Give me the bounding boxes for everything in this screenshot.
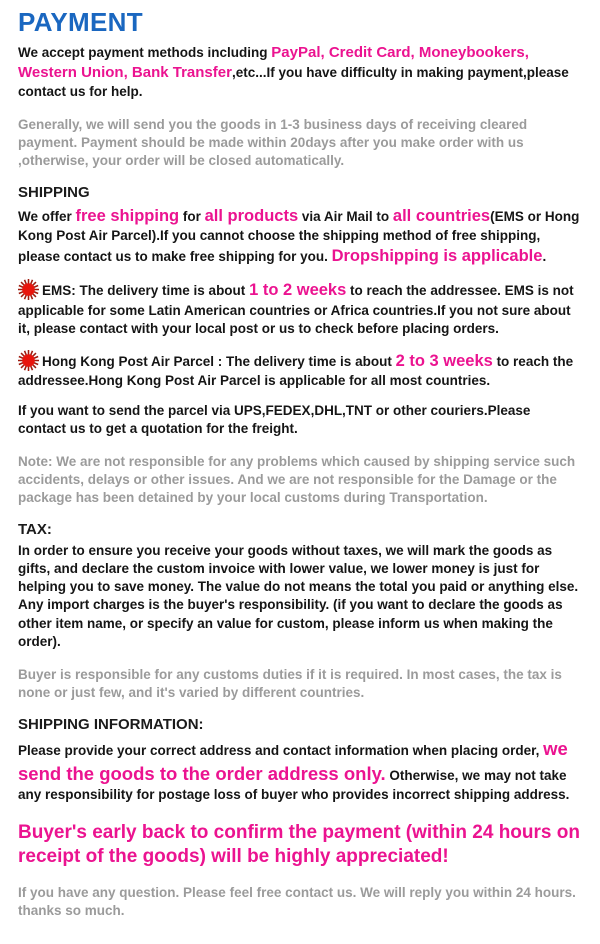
ems-text xyxy=(18,283,574,335)
starburst-icon xyxy=(18,350,39,371)
shipping-heading: SHIPPING xyxy=(18,184,90,202)
text-run: We offer xyxy=(18,209,76,225)
shipping-disclaimer-note: Note: We are not responsible for any problems which caused by shipping service such accidents, delays or other issues. And we are not responsible for the Damage or the package has been detained by your local customs during Transportation. xyxy=(18,454,576,506)
delivery-terms-note: Generally, we will send you the goods in 1-3 business days of receiving cleared payment. Payment should be made within 20days after you make order with us ,otherwise, your order will be closed automatically. xyxy=(18,116,528,169)
text-run: ,etc...If you have difficulty in making payment,please contact us for help. xyxy=(18,64,569,99)
hk-post-paragraph xyxy=(18,350,580,390)
text-run: free shipping xyxy=(75,207,180,226)
contact-note: If you have any question. Please feel free contact us. We will reply you within 24 hours. thanks so much. xyxy=(18,885,576,919)
ems-paragraph xyxy=(18,279,580,337)
shipping-info-heading: SHIPPING INFORMATION: xyxy=(18,715,204,733)
tax-heading: TAX: xyxy=(18,521,52,539)
hk-post-text xyxy=(18,351,574,388)
text-run: via Air Mail to xyxy=(298,209,393,225)
free-shipping-paragraph xyxy=(18,205,580,267)
payment-methods-paragraph xyxy=(18,43,580,101)
couriers-paragraph: If you want to send the parcel via UPS,FEDEX,DHL,TNT or other couriers.Please contact us to get a quotation for the freight. xyxy=(18,402,531,436)
text-run: Hong Kong Post Air Parcel : The delivery time is about xyxy=(42,353,396,369)
text-run: 1 to 2 weeks xyxy=(249,281,347,300)
text-run: We accept payment methods including xyxy=(18,44,272,60)
text-run: Dropshipping is applicable xyxy=(331,247,543,266)
feedback-request-paragraph: Buyer's early back to confirm the payment (within 24 hours on receipt of the goods) will be highly appreciated! xyxy=(18,821,580,867)
text-run: to reach the addressee. EMS is not applicable for some Latin American countries or Africa countries.If you not sure about it, please contact with your local post or us to check before placing orders. xyxy=(18,283,574,336)
payment-heading: PAYMENT xyxy=(18,7,143,37)
text-run: for xyxy=(179,209,205,225)
text-run: 2 to 3 weeks xyxy=(395,351,493,370)
text-run: all countries xyxy=(392,207,491,226)
text-run: all products xyxy=(204,207,299,226)
text-run: EMS: The delivery time is about xyxy=(42,283,250,299)
text-run: PayPal, Credit Card, Moneybookers, Western Union, Bank Transfer xyxy=(18,43,529,81)
address-notice-paragraph xyxy=(18,737,580,805)
text-run: . xyxy=(542,249,547,265)
text-run: Otherwise, we may not take any responsibility for postage loss of buyer who provides incorrect shipping address. xyxy=(18,767,570,803)
text-run: to reach the addressee.Hong Kong Post Air Parcel is applicable for all most countries. xyxy=(18,353,574,388)
starburst-icon xyxy=(18,279,39,300)
text-run: Please provide your correct address and contact information when placing order, xyxy=(18,742,544,758)
text-run: (EMS or Hong Kong Post Air Parcel).If you cannot choose the shipping method of free shipping, please contact us to make free shipping for you. xyxy=(18,209,580,265)
text-run: we send the goods to the order address only. xyxy=(18,737,568,784)
tax-policy-paragraph: In order to ensure you receive your goods without taxes, we will mark the goods as gifts, and declare the custom invoice with lower value, we lower money is just for helping you to save money. The value do not means the total you paid or anything else. Any import charges is the buyer's responsibility. (if you want to declare the goods as other item name, or specify an value for custom, please inform us when making the order). xyxy=(18,543,579,649)
customs-duties-note: Buyer is responsible for any customs duties if it is required. In most cases, the tax is none or just few, and it's varied by different countries. xyxy=(18,666,562,700)
